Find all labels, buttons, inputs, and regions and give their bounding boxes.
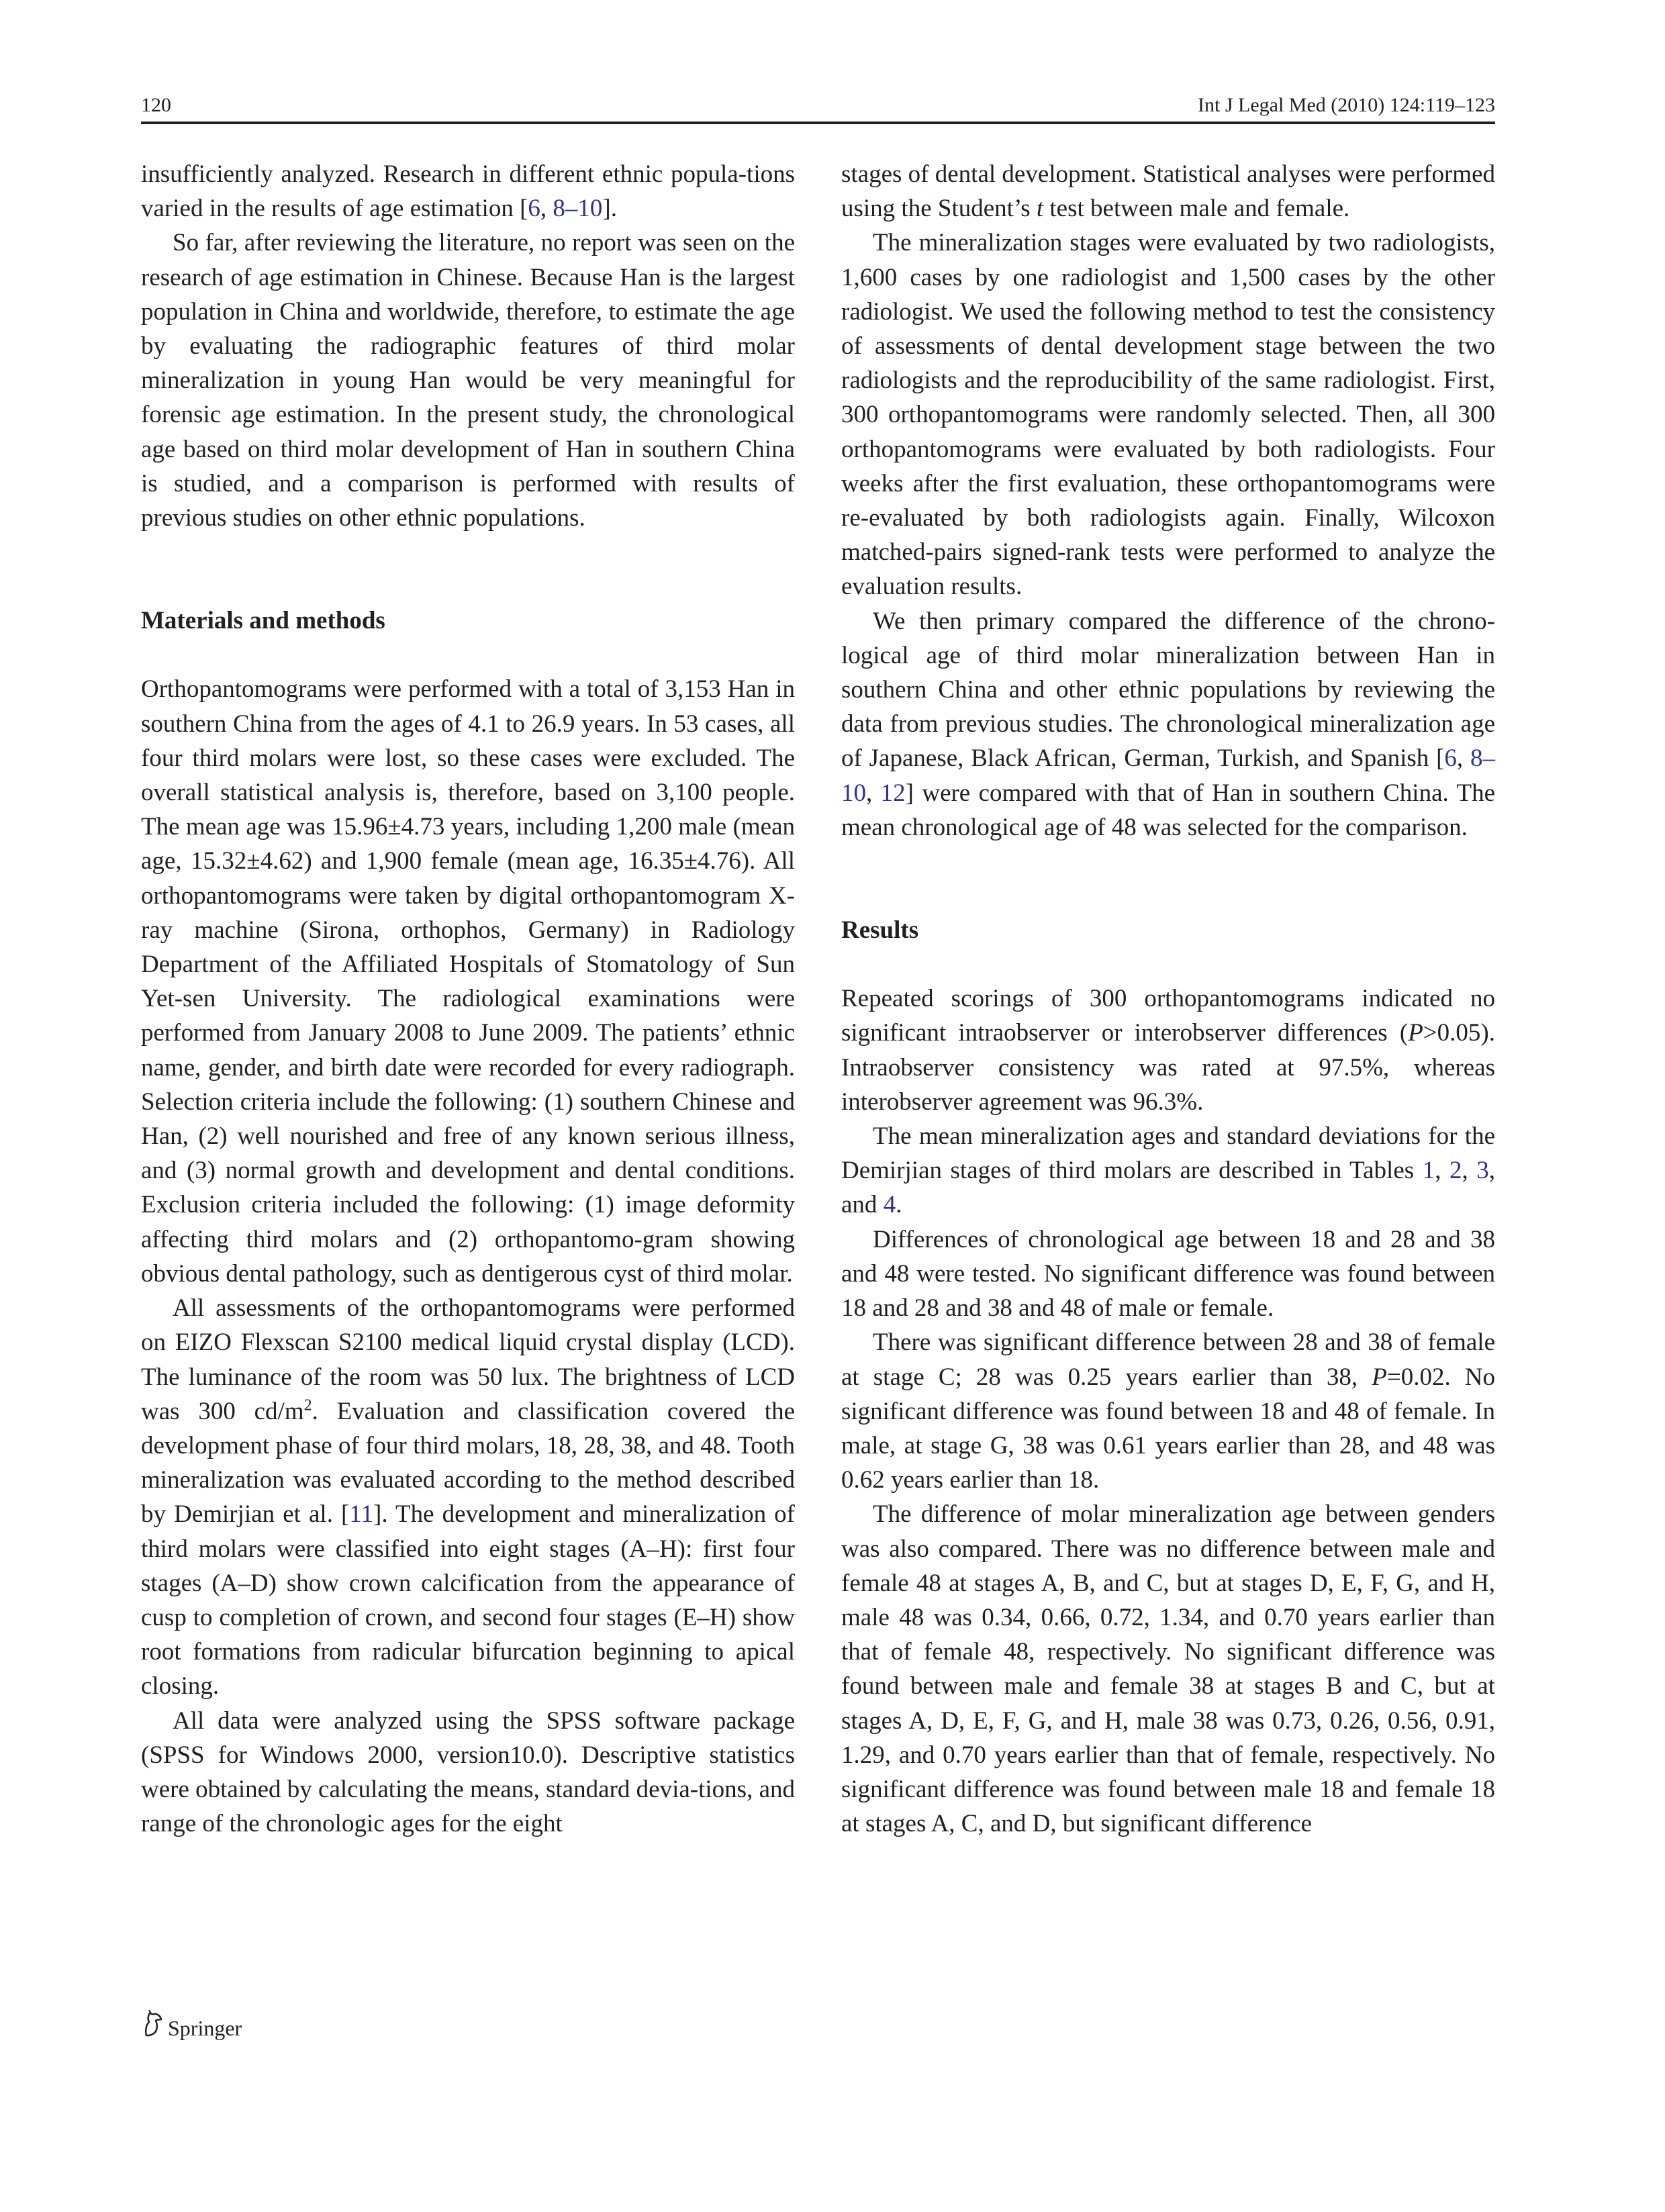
header-rule (141, 122, 1495, 124)
running-header (141, 89, 1495, 122)
table-link[interactable]: 3 (1476, 1157, 1489, 1185)
paragraph: insufficiently analyzed. Research in different ethnic popula-tions varied in the results of age estimation [6, 8–10]. (141, 160, 795, 223)
publisher-footer (141, 2011, 242, 2045)
table-link[interactable]: 2 (1449, 1157, 1462, 1185)
paragraph: We then primary compared the difference of the chrono-logical age of third molar mineralization between Han in southern China and other ethnic populations by reviewing the data from previous studies. The chronological mineralization age of Japanese, Black African, German, Turkish, and Spanish [6, 8–10, 12] were compared with that of Han in southern China. The mean chronological age of 48 was selected for the comparison. (841, 607, 1496, 841)
citation-link[interactable]: 6 (1444, 744, 1457, 773)
table-link[interactable]: 4 (883, 1191, 896, 1219)
paragraph: There was significant difference between 28 and 38 of female at stage C; 28 was 0.25 years earlier than 38, P=0.02. No significant difference was found between 18 and 48 of female. In male, at stage G, 38 was 0.61 years earlier than 28, and 48 was 0.62 years earlier than 18. (841, 1329, 1495, 1494)
paragraph: The mean mineralization ages and standard deviations for the Demirjian stages of third molars are described in Tables 1, 2, 3, and 4. (841, 1122, 1495, 1219)
journal-citation: Int J Legal Med (2010) 124:119–123 (1198, 94, 1495, 116)
citation-link[interactable]: 12 (880, 779, 906, 807)
paragraph: Repeated scorings of 300 orthopantomograms indicated no significant intraobserver or interobserver differences (P>0.05). Intraobserver consistency was rated at 97.5%, whereas interobserver agreement was 96.3%. (841, 985, 1495, 1116)
section-heading-results: Results (841, 916, 919, 945)
citation-link[interactable]: 6 (528, 195, 540, 223)
table-link[interactable]: 1 (1422, 1157, 1435, 1185)
right-column (841, 157, 1495, 1841)
springer-horse-icon (141, 2010, 168, 2046)
paragraph: Orthopantomograms were performed with a total of 3,153 Han in southern China from the ages of 4.1 to 26.9 years. In 53 cases, all four third molars were lost, so these cases were excluded. The overall statistical analysis is, therefore, based on 3,100 people. The mean age was 15.96±4.73 years, including 1,200 male (mean age, 15.32±4.62) and 1,900 female (mean age, 16.35±4.76). All orthopantomograms were taken by digital orthopantomogram X-ray machine (Sirona, orthophos, Germany) in Radiology Department of the Affiliated Hospitals of Stomatology of Sun Yet-sen University. The radiological examinations were performed from January 2008 to June 2009. The patients’ ethnic name, gender, and birth date were recorded for every radiograph. Selection criteria include the following: (1) southern Chinese and Han, (2) well nourished and free of any known serious illness, and (3) normal growth and development and dental conditions. Exclusion criteria included the following: (1) image deformity affecting third molars and (2) orthopantomo-gram showing obvious dental pathology, such as dentigerous cyst of third molar. (141, 675, 795, 1288)
paragraph: Differences of chronological age between 18 and 28 and 38 and 48 were tested. No significant difference was found between 18 and 28 and 38 and 48 of male or female. (841, 1225, 1495, 1323)
paragraph: All data were analyzed using the SPSS software package (SPSS for Windows 2000, version10.0). Descriptive statistics were obtained by calculating the means, standard devia-tions, and range of the chronologic ages for the eight (141, 1706, 795, 1838)
citation-link[interactable]: 11 (349, 1500, 374, 1529)
paragraph: So far, after reviewing the literature, no report was seen on the research of age estimation in Chinese. Because Han is the largest population in China and worldwide, therefore, to estimate the age by evaluating the radiographic features of third molar mineralization in young Han would be very meaningful for forensic age estimation. In the present study, the chronological age based on third molar development of Han in southern China is studied, and a comparison is performed with results of previous studies on other ethnic populations. (141, 229, 795, 532)
paragraph: The difference of molar mineralization age between genders was also compared. There was no difference between male and female 48 at stages A, B, and C, but at stages D, E, F, G, and H, male 48 was 0.34, 0.66, 0.72, 1.34, and 0.70 years earlier than that of female 48, respectively. No significant difference was found between male and female 38 at stages B and C, but at stages A, D, E, F, G, and H, male 38 was 0.73, 0.26, 0.56, 0.91, 1.29, and 0.70 years earlier than that of female, respectively. No significant difference was found between male 18 and female 18 at stages A, C, and D, but significant difference (841, 1500, 1495, 1838)
citation-link[interactable]: 8–10 (841, 744, 1496, 807)
section-heading-materials-methods: Materials and methods (141, 607, 385, 635)
page-number: 120 (141, 94, 171, 116)
paragraph: The mineralization stages were evaluated by two radiologists, 1,600 cases by one radiologist and 1,500 cases by the other radiologist. We used the following method to test the consistency of assessments of dental development stage between the two radiologists and the reproducibility of the same radiologist. First, 300 orthopantomograms were randomly selected. Then, all 300 orthopantomograms were evaluated by both radiologists. Four weeks after the first evaluation, these orthopantomograms were re-evaluated by both radiologists again. Finally, Wilcoxon matched-pairs signed-rank tests were performed to analyze the evaluation results. (841, 229, 1495, 601)
publisher-name: Springer (168, 2016, 242, 2040)
citation-link[interactable]: 8–10 (553, 195, 603, 223)
left-column (141, 157, 795, 1841)
paragraph: All assessments of the orthopantomograms were performed on EIZO Flexscan S2100 medical liquid crystal display (LCD). The luminance of the room was 50 lux. The brightness of LCD was 300 $cd/m^2$. Evaluation and classification covered the development phase of four third molars, 18, 28, 38, and 48. Tooth mineralization was evaluated according to the method described by Demirjian et al. [11]. The development and mineralization of third molars were classified into eight stages (A–H): first four stages (A–D) show crown calcification from the appearance of cusp to completion of crown, and second four stages (E–H) show root formations from radicular bifurcation beginning to apical closing. (141, 1294, 796, 1700)
paragraph: stages of dental development. Statistical analyses were performed using the Student’s t test between male and female. (841, 160, 1495, 223)
